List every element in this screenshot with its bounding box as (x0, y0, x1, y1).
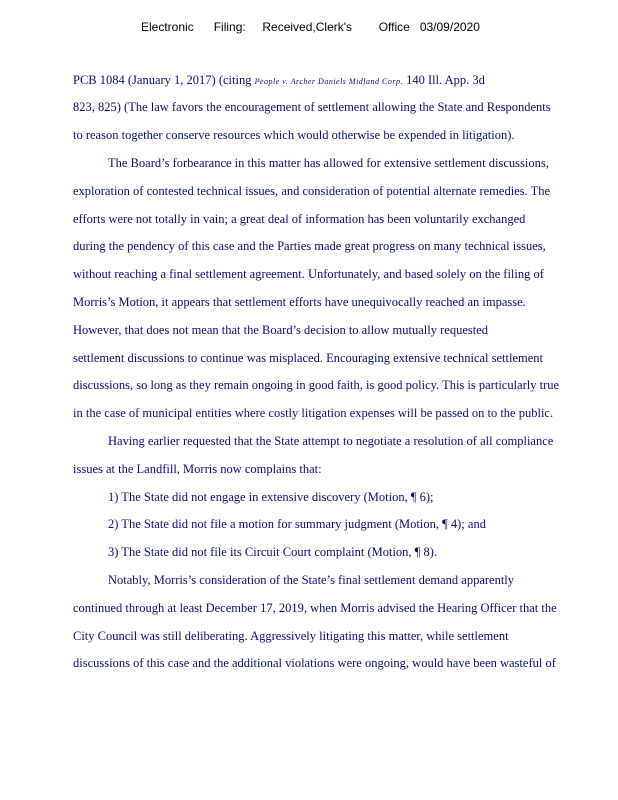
body-line-7: during the pendency of this case and the Parties made great progress on many technical issues, (73, 239, 546, 253)
body-line-9: Morris’s Motion, it appears that settlement efforts have unequivocally reached an impasse. (73, 295, 526, 309)
body-line-11: settlement discussions to continue was misplaced. Encouraging extensive technical settlement (73, 351, 544, 365)
body-line-8: without reaching a final settlement agreement. Unfortunately, and based solely on the filing of (73, 267, 544, 281)
body-line-10: However, that does not mean that the Board’s decision to allow mutually requested (73, 323, 489, 337)
body-line-12: discussions, so long as they remain ongoing in good faith, is good policy. This is particularly true (73, 378, 560, 392)
body-line-5: exploration of contested technical issues, and consideration of potential alternate remedies. The (73, 184, 551, 198)
body-line-1 (73, 72, 485, 88)
list-item-1: 1) The State did not engage in extensive discovery (Motion, ¶ 6); (108, 490, 434, 504)
body-line-2: 823, 825) (The law favors the encouragement of settlement allowing the State and Respondents (73, 100, 551, 114)
body-line-22: discussions of this case and the additional violations were ongoing, would have been wasteful of (73, 656, 556, 670)
body-line-15: issues at the Landfill, Morris now complains that: (73, 462, 322, 476)
body-line-19: Notably, Morris’s consideration of the State’s final settlement demand apparently (108, 573, 515, 587)
case-citation: People v. Archer Daniels Midland Corp. (254, 77, 403, 86)
body-line-3: to reason together conserve resources which would otherwise be expended in litigation). (73, 128, 515, 142)
body-line-4: The Board’s forbearance in this matter has allowed for extensive settlement discussions, (108, 156, 549, 170)
electronic-filing-stamp: Electronic Filing: Received,Clerk's Office 03/09/2020 (141, 20, 480, 34)
body-line-13: in the case of municipal entities where costly litigation expenses will be passed on to the public. (73, 406, 554, 420)
list-item-3: 3) The State did not file its Circuit Court complaint (Motion, ¶ 8). (108, 545, 438, 559)
list-item-2: 2) The State did not file a motion for summary judgment (Motion, ¶ 4); and (108, 517, 486, 531)
citation-pre: PCB 1084 (January 1, 2017) (citing (73, 73, 255, 87)
body-line-14: Having earlier requested that the State attempt to negotiate a resolution of all compliance (108, 434, 554, 448)
citation-post: 140 Ill. App. 3d (402, 73, 485, 87)
body-line-21: City Council was still deliberating. Aggressively litigating this matter, while settlement (73, 629, 509, 643)
body-line-6: efforts were not totally in vain; a great deal of information has been voluntarily exchanged (73, 212, 526, 226)
body-line-20: continued through at least December 17, 2019, when Morris advised the Hearing Officer that the (73, 601, 557, 615)
